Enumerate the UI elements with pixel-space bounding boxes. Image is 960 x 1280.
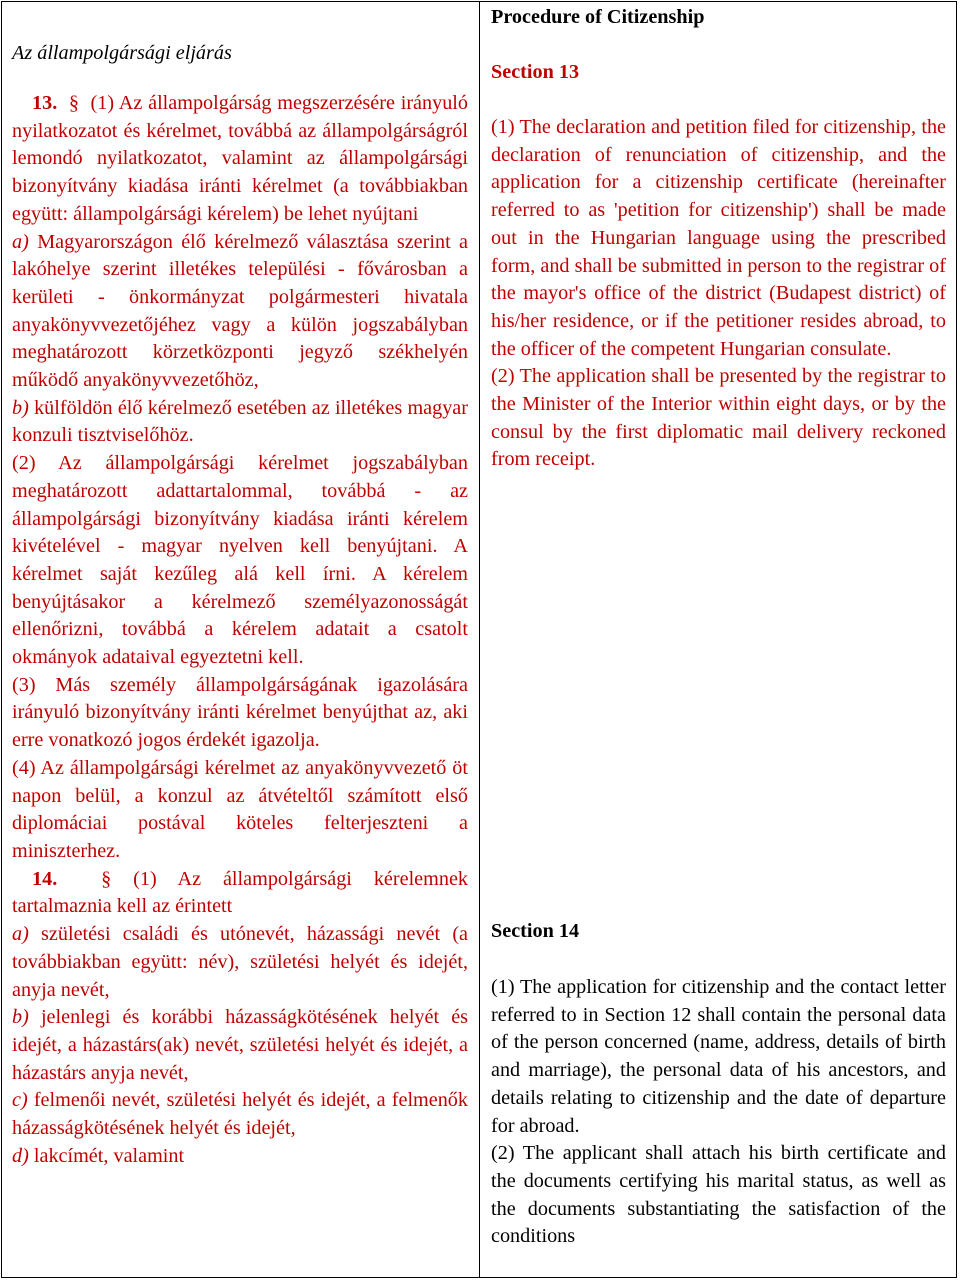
s13-p1-b-label: b) bbox=[12, 396, 29, 419]
section-13-body bbox=[491, 114, 946, 474]
section-13-paragraph-4: (4) Az állampolgársági kérelmet az anyakönyvvezető öt napon belül, a konzul az átvételtől számított első diplomáciai postával köteles felterjeszteni a miniszterhez. bbox=[12, 756, 468, 862]
s14-c-text: felmenői nevét, születési helyét és idejét, a felmenők házasságkötésének helyét és idejét, bbox=[12, 1089, 468, 1140]
english-heading: Procedure of Citizenship bbox=[491, 6, 705, 28]
section-14-body bbox=[491, 974, 946, 1251]
section-13-paragraph-1 bbox=[12, 90, 468, 450]
section-14-title: Section 14 bbox=[491, 920, 580, 942]
s14-b-text: jelenlegi és korábbi házasságkötésének helyét és idejét, a házastárs(ak) nevét, születési helyét és idejét, a házastárs anyja nevét, bbox=[12, 1006, 469, 1084]
section-14-symbol: § bbox=[101, 867, 112, 890]
s14-b-label: b) bbox=[12, 1006, 29, 1029]
section-14-number: 14. bbox=[32, 867, 58, 890]
section-13-title: Section 13 bbox=[491, 61, 580, 83]
s14-c-label: c) bbox=[12, 1089, 28, 1112]
s14-d-label: d) bbox=[12, 1144, 29, 1167]
section-13-paragraph-2: (2) Az állampolgársági kérelmet jogszabályban meghatározott adattartalommal, továbbá - az állampolgársági bizonyítvány kiadása iránti kérelem kivételével - magyar nyelven kell benyújtani. A kérelmet saját kezűleg alá kell írni. A kérelem benyújtásakor a kérelmező személyazonosságát ellenőrizni, továbbá a kérelem adatait a csatolt okmányok adataival egyeztetni kell. bbox=[12, 452, 468, 669]
section-13-paragraph-3: (3) Más személy állampolgárságának igazolására irányuló bizonyítvány iránti kérelmet benyújthat az, aki erre vonatkozó jogos érdekét igazolja. bbox=[12, 673, 468, 752]
english-s13-paragraph-2: (2) The application shall be presented by the registrar to the Minister of the Interior within eight days, or by the consul by the first diplomatic mail delivery reckoned from receipt. bbox=[491, 365, 946, 471]
s14-p1-intro: (1) Az állampolgársági kérelemnek tartalmaznia kell az érintett bbox=[12, 867, 468, 918]
hungarian-heading: Az állampolgársági eljárás bbox=[12, 42, 232, 64]
s14-a-text: születési családi és utónevét, házassági nevét (a továbbiakban együtt: név), születési helyét és idejét, anyja nevét, bbox=[12, 923, 469, 1001]
section-13-number: 13. bbox=[32, 92, 58, 114]
s13-p1-a-text: Magyarországon élő kérelmező választása szerint a lakóhelye szerint illetékes települési - fővárosban a kerületi - önkormányzat polgármesteri hivatala anyakönyvvezetőjéhez vagy a külön jogszabályban meghatározott körzetközponti jegyző székhelyén működő anyakönyvvezetőhöz, bbox=[12, 230, 469, 392]
s13-p1-a-label: a) bbox=[12, 230, 29, 253]
english-s14-paragraph-2: (2) The applicant shall attach his birth certificate and the documents certifying his marital status, as well as the documents substantiating the satisfaction of the conditions bbox=[491, 1142, 946, 1248]
s13-p1-intro: (1) Az állampolgárság megszerzésére irányuló nyilatkozatot és kérelmet, továbbá az állampolgárságról lemondó nyilatkozatot, valamint az állampolgársági bizonyítvány kiadása iránti kérelmet (a továbbiakban együtt: állampolgársági kérelem) be lehet nyújtani bbox=[12, 92, 468, 225]
hungarian-body bbox=[12, 90, 468, 1170]
english-s13-paragraph-1: (1) The declaration and petition filed for citizenship, the declaration of renunciation of citizenship, and the application for a citizenship certificate (hereinafter referred to as 'petition for citizenship') shall be made out in the Hungarian language using the prescribed form, and shall be submitted in person to the registrar of the mayor's office of the district (Budapest district) of his/her residence, or if the petitioner resides abroad, to the officer of the competent Hungarian consulate. bbox=[491, 116, 946, 360]
english-s14-paragraph-1: (1) The application for citizenship and the contact letter referred to in Section 12 shall contain the personal data of the person concerned (name, address, details of birth and marriage), the personal data of his ancestors, and details relating to citizenship and the date of departure for abroad. bbox=[491, 976, 946, 1137]
column-divider bbox=[479, 1, 480, 1278]
s14-d-text: lakcímét, valamint bbox=[33, 1144, 185, 1167]
s14-a-label: a) bbox=[12, 923, 29, 946]
s13-p1-b-text: külföldön élő kérelmező esetében az illetékes magyar konzuli tisztviselőhöz. bbox=[12, 396, 468, 447]
section-14-paragraph-1 bbox=[12, 866, 468, 1171]
section-13-symbol: § bbox=[68, 92, 79, 114]
